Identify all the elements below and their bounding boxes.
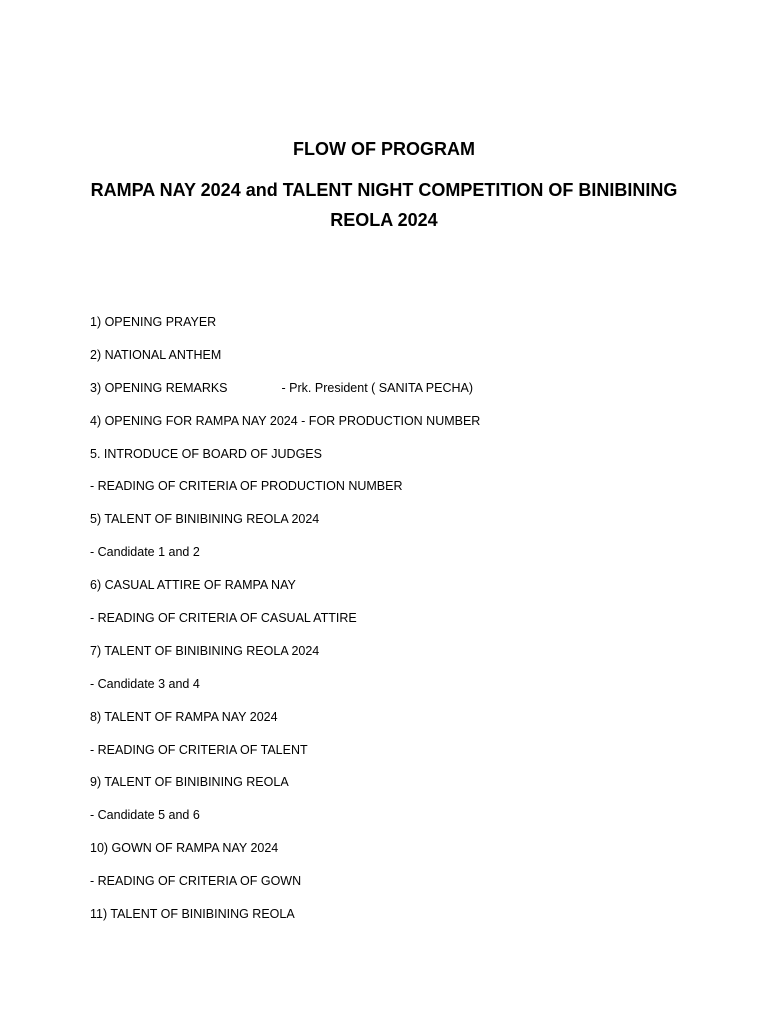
program-item xyxy=(90,510,480,543)
program-item-text: 5. INTRODUCE OF BOARD OF JUDGES xyxy=(90,446,322,461)
program-item xyxy=(90,839,480,872)
program-item xyxy=(90,642,480,675)
program-item-text: 10) GOWN OF RAMPA NAY 2024 xyxy=(90,841,279,856)
program-item-text: 9) TALENT OF BINIBINING REOLA xyxy=(90,775,289,790)
program-item xyxy=(90,905,480,938)
event-title xyxy=(0,175,768,235)
program-item-text: 5) TALENT OF BINIBINING REOLA 2024 xyxy=(90,512,320,527)
program-item xyxy=(90,412,480,445)
program-item-text: 4) OPENING FOR RAMPA NAY 2024 - FOR PRODUCTION NUMBER xyxy=(90,413,481,428)
program-item xyxy=(90,445,480,478)
program-item xyxy=(90,346,480,379)
program-list xyxy=(90,313,480,938)
program-item-text: 7) TALENT OF BINIBINING REOLA 2024 xyxy=(90,643,320,658)
program-item xyxy=(90,576,480,609)
program-item-text: - Candidate 1 and 2 xyxy=(90,545,200,560)
event-title-line-2: REOLA 2024 xyxy=(330,210,438,230)
program-item-text: 11) TALENT OF BINIBINING REOLA xyxy=(90,907,295,922)
program-item-text: 8) TALENT OF RAMPA NAY 2024 xyxy=(90,709,278,724)
program-item-speaker: - Prk. President ( SANITA PECHA) xyxy=(281,380,474,395)
document-heading: FLOW OF PROGRAM xyxy=(293,139,475,159)
program-item-text: 2) NATIONAL ANTHEM xyxy=(90,347,222,362)
program-item-text: - READING OF CRITERIA OF CASUAL ATTIRE xyxy=(90,611,357,626)
program-item xyxy=(90,708,480,741)
program-item-text: - Candidate 3 and 4 xyxy=(90,676,200,691)
program-item-text: - READING OF CRITERIA OF GOWN xyxy=(90,874,302,889)
program-item-text: 3) OPENING REMARKS xyxy=(90,380,228,395)
program-item xyxy=(90,313,480,346)
program-item xyxy=(90,609,480,642)
program-item-text: - READING OF CRITERIA OF PRODUCTION NUMBER xyxy=(90,479,403,494)
program-item-text: 1) OPENING PRAYER xyxy=(90,315,217,329)
program-item-text: - Candidate 5 and 6 xyxy=(90,808,200,823)
program-item xyxy=(90,675,480,708)
program-item xyxy=(90,806,480,839)
program-item xyxy=(90,477,480,510)
program-item xyxy=(90,872,480,905)
program-item xyxy=(90,773,480,806)
event-title-line-1: RAMPA NAY 2024 and TALENT NIGHT COMPETITION OF BINIBINING xyxy=(90,180,678,200)
program-item xyxy=(90,379,480,412)
program-item-text: 6) CASUAL ATTIRE OF RAMPA NAY xyxy=(90,578,296,593)
program-item xyxy=(90,741,480,774)
program-item-text: - READING OF CRITERIA OF TALENT xyxy=(90,742,308,757)
program-item xyxy=(90,543,480,576)
